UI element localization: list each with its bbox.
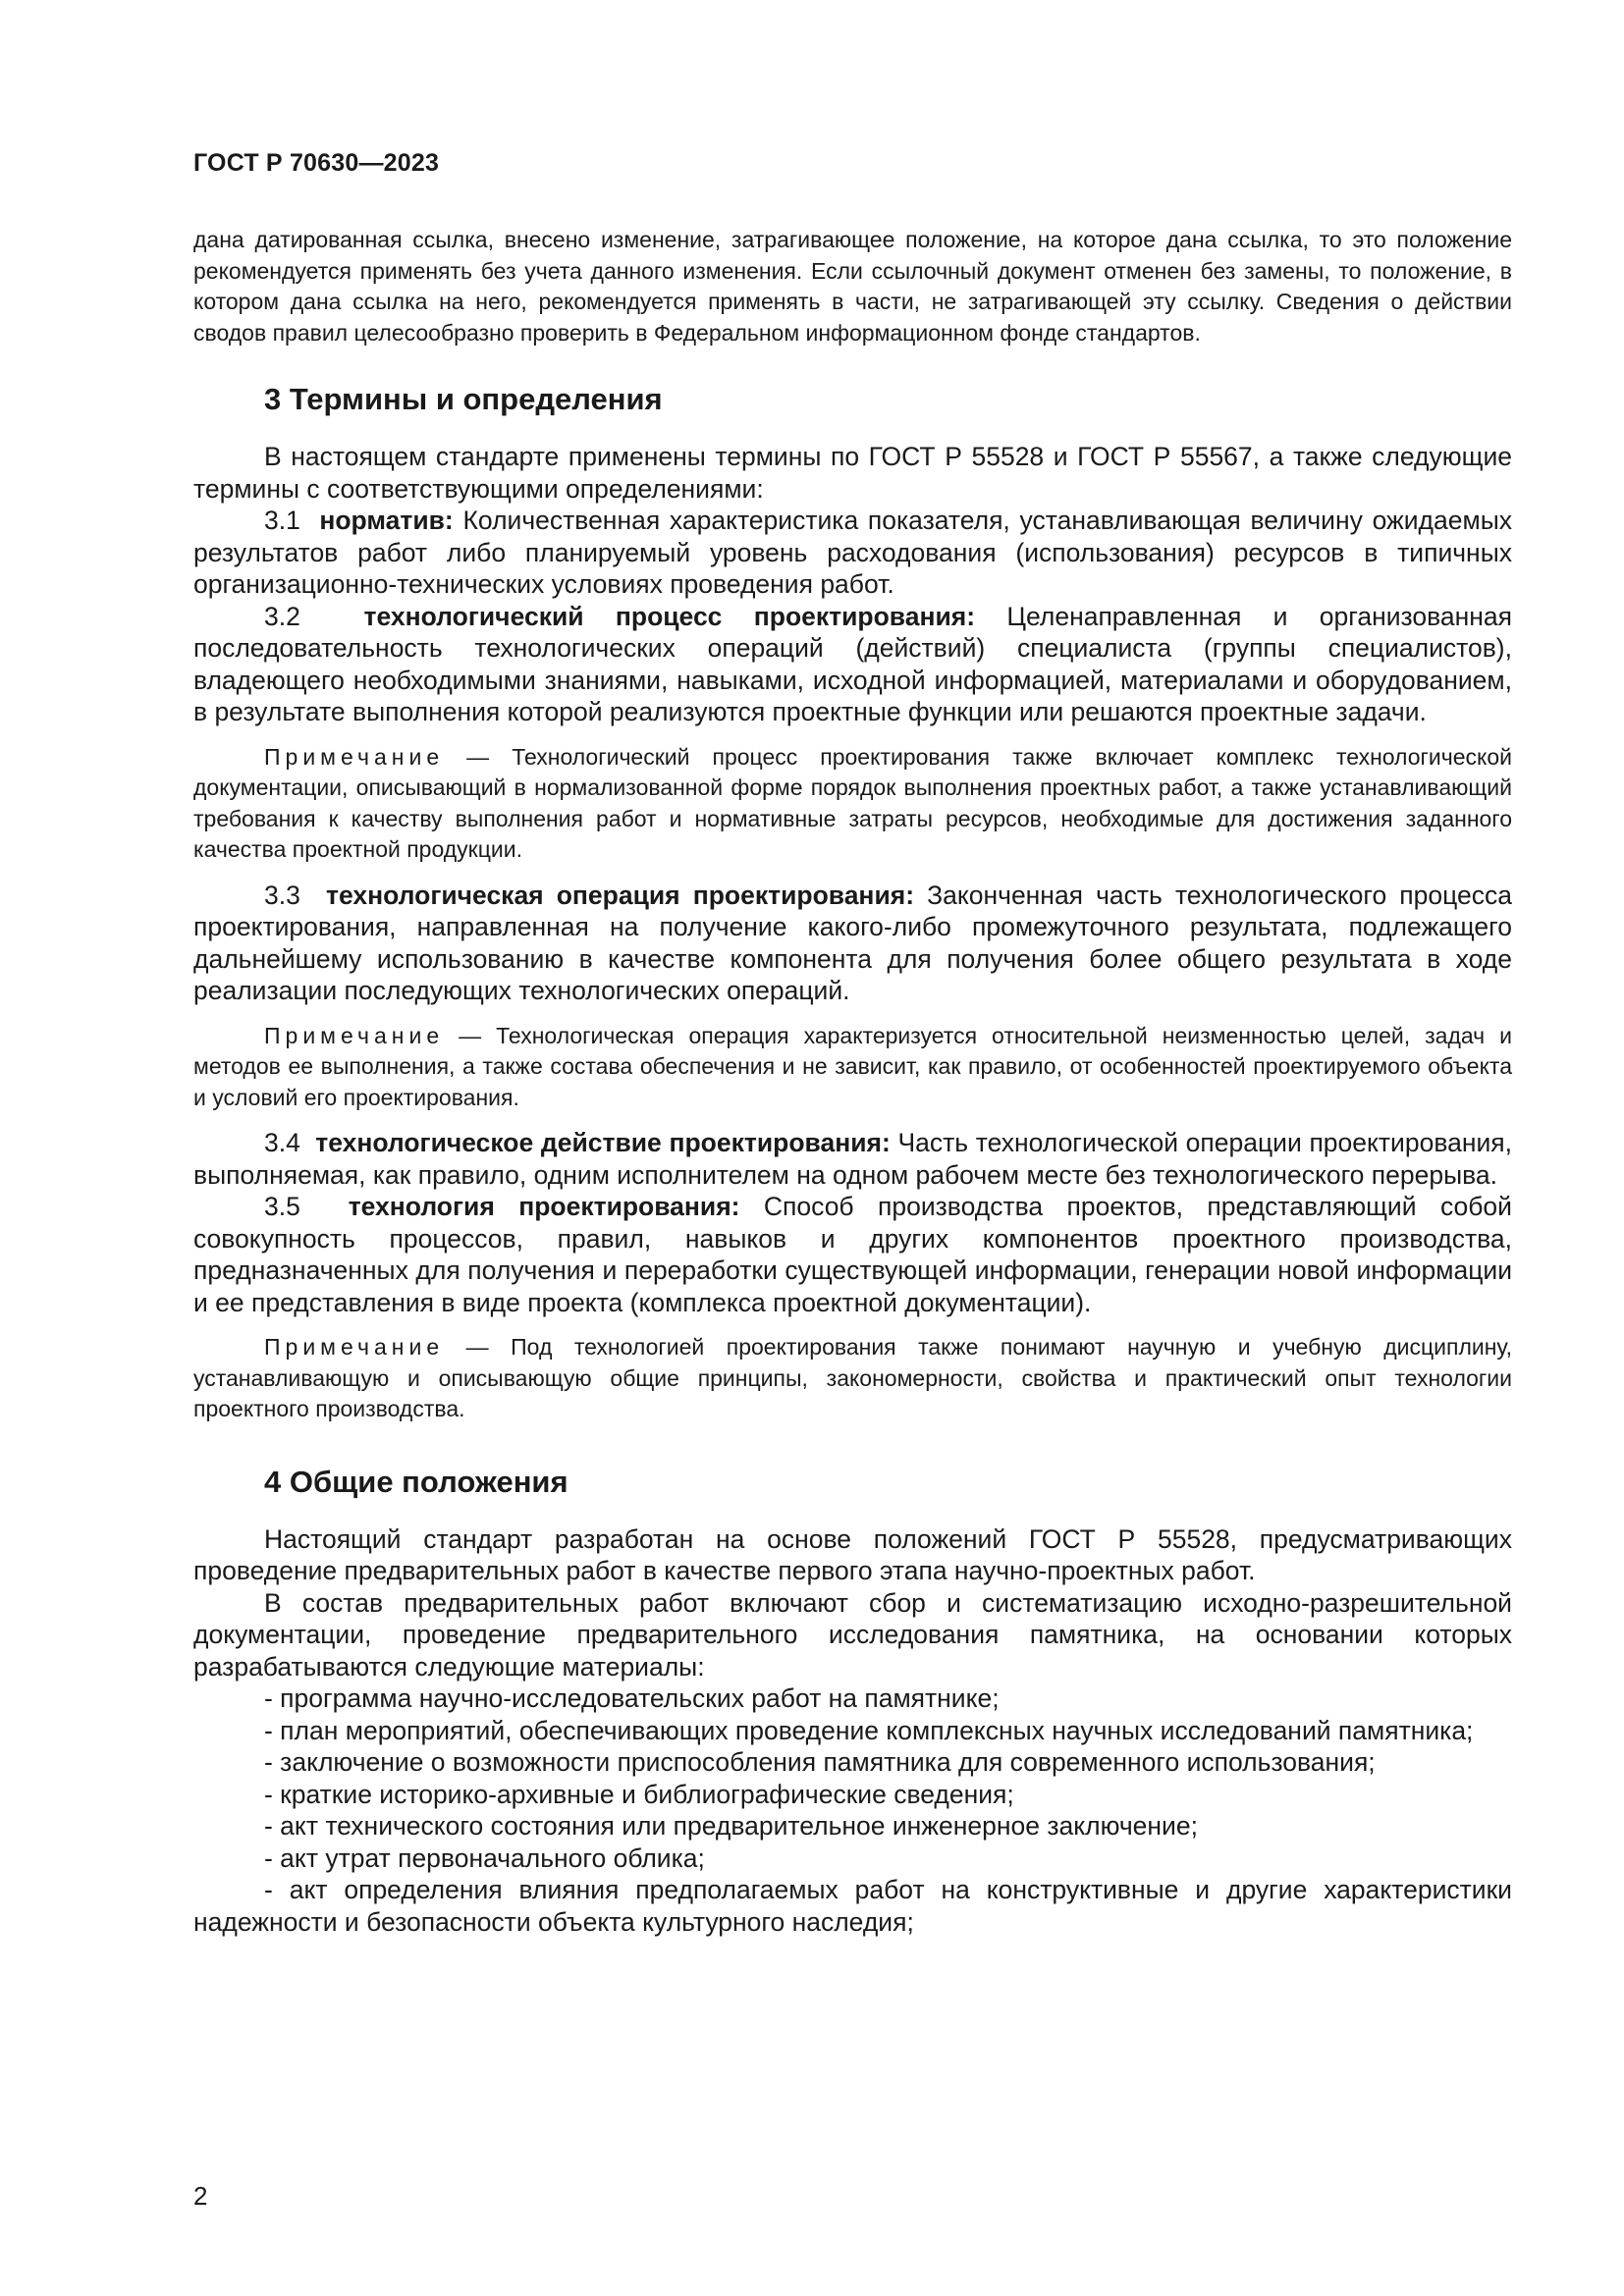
note-label: Примечание — [264, 743, 445, 770]
section-3-title: 3 Термины и определения — [264, 382, 663, 416]
term-definition: Количественная характеристика показателя, устанавливающая величину ожидаемых результатов работ либо планируемый уровень расходования (использования) ресурсов в типичных организационно-технических условиях проведения работ. — [193, 506, 1513, 599]
intro-paragraph: дана датированная ссылка, внесено изменение, затрагивающее положение, на которое дана ссылка, то это положение рекомендуется применять без учета данного изменения. Если ссылочный документ отменен без замены, то положение, в котором дана ссылка на него, рекомендуется применять в части, не затрагивающей эту ссылку. Сведения о действии сводов правил целесообразно проверить в Федеральном информационном фонде стандартов. — [193, 227, 1512, 346]
term-name: технология проектирования: — [348, 1192, 740, 1221]
term-definition: Целенаправленная и организованная последовательность технологических операций (действий) специалиста (группы специалистов), владеющего необходимыми знаниями, навыками, исходной информацией, материалами и оборудованием, в результате выполнения которой реализуются проектные функции или решаются проектные задачи. — [193, 601, 1513, 726]
note-2 — [193, 1021, 1512, 1114]
term-3-5 — [193, 1191, 1512, 1318]
section-4-para-2: В состав предварительных работ включают сбор и систематизацию исходно-разрешительной документации, проведение предварительного исследования памятника, на основании которых разрабатываются следующие материалы: — [193, 1587, 1512, 1682]
term-name: норматив: — [319, 506, 454, 535]
list-item: - краткие историко-архивные и библиографические сведения; — [264, 1779, 1014, 1809]
list-item: - план мероприятий, обеспечивающих проведение комплексных научных исследований памятника; — [264, 1715, 1474, 1745]
term-number: 3.2 — [264, 601, 300, 631]
note-text: — Под технологией проектирования также понимают научную и учебную дисциплину, устанавливающую и описывающую общие принципы, закономерности, свойства и практический опыт технологии проектного производства. — [193, 1334, 1513, 1421]
term-number: 3.1 — [264, 506, 300, 535]
note-label: Примечание — [264, 1334, 445, 1360]
term-name: технологический процесс проектирования: — [363, 601, 976, 631]
term-3-1 — [193, 505, 1512, 601]
note-3 — [193, 1332, 1512, 1425]
term-number: 3.4 — [264, 1128, 300, 1157]
term-name: технологическая операция проектирования: — [326, 880, 915, 910]
term-3-2 — [193, 601, 1512, 728]
list-item: - акт утрат первоначального облика; — [264, 1842, 705, 1873]
note-text: — Технологический процесс проектирования также включает комплекс технологической документации, описывающий в нормализованной форме порядок выполнения проектных работ, а также устанавливающий требования к качеству выполнения работ и нормативные затраты ресурсов, необходимые для достижения заданного качества проектной продукции. — [193, 743, 1512, 862]
term-definition: Часть технологической операции проектирования, выполняемая, как правило, одним исполнителем на одном рабочем месте без технологического перерыва. — [193, 1128, 1512, 1190]
document-header-id: ГОСТ Р 70630—2023 — [193, 149, 440, 177]
term-3-3 — [193, 880, 1512, 1007]
term-3-4 — [193, 1127, 1512, 1191]
term-number: 3.3 — [264, 880, 300, 910]
page-number: 2 — [193, 2181, 208, 2211]
section-4-para-1: Настоящий стандарт разработан на основе положений ГОСТ Р 55528, предусматривающих проведение предварительных работ в качестве первого этапа научно-проектных работ. — [193, 1523, 1512, 1585]
term-name: технологическое действие проектирования: — [315, 1128, 891, 1157]
list-item: - акт технического состояния или предварительное инженерное заключение; — [264, 1811, 1198, 1841]
list-item: - заключение о возможности приспособления памятника для современного использования; — [264, 1747, 1376, 1777]
note-label: Примечание — [264, 1022, 445, 1048]
document-body — [193, 225, 1512, 1938]
section-3-intro: В настоящем стандарте применены термины по ГОСТ Р 55528 и ГОСТ Р 55567, а также следующие термины с соответствующими определениями: — [193, 442, 1512, 504]
list-item: - акт определения влияния предполагаемых работ на конструктивные и другие характеристики надежности и безопасности объекта культурного наследия; — [193, 1875, 1512, 1937]
note-1 — [193, 742, 1512, 866]
note-text: — Технологическая операция характеризуется относительной неизменностью целей, задач и методов ее выполнения, а также состава обеспечения и не зависит, как правило, от особенностей проектируемого объекта и условий его проектирования. — [193, 1022, 1513, 1110]
section-4-title: 4 Общие положения — [264, 1464, 568, 1499]
term-definition: Законченная часть технологического процесса проектирования, направленная на получение какого-либо промежуточного результата, подлежащего дальнейшему использованию в качестве компонента для получения более общего результата в ходе реализации последующих технологических операций. — [193, 880, 1512, 1005]
term-definition: Способ производства проектов, представляющий собой совокупность процессов, правил, навыков и других компонентов проектного производства, предназначенных для получения и переработки существующей информации, генерации новой информации и ее представления в виде проекта (комплекса проектной документации). — [193, 1192, 1512, 1317]
list-item: - программа научно-исследовательских работ на памятнике; — [264, 1683, 1000, 1713]
term-number: 3.5 — [264, 1192, 300, 1221]
